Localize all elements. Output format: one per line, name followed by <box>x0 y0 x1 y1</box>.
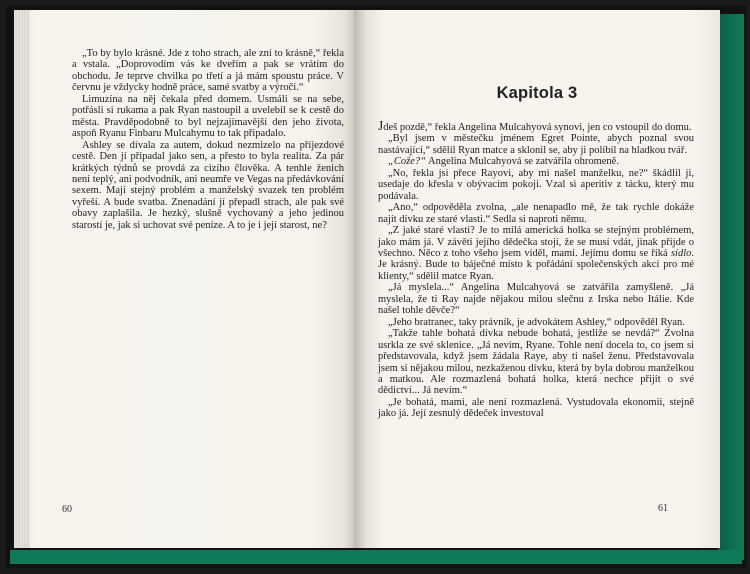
paragraph: „Ano,“ odpověděla zvolna, „ale nenapadlo mě, že tak rychle dokáže najít dívku ze staré vlasti.“ Sedla si naproti němu. <box>378 202 694 225</box>
paragraph: „To by bylo krásné. Jde z toho strach, ale zní to krásně,“ řekla a vstala. „Doprovodím vás ke dveřím a pak se vrátím do obchodu. Je teprve chvilka po třetí a já mám spoustu práce. V červnu je vždycky hodně práce, samé svatby a výročí.“ <box>72 48 344 94</box>
paragraph: „Byl jsem v městečku jménem Egret Pointe, abych poznal svou nastávající,“ sdělil Ryan matce a sklonil se, aby ji políbil na hladkou tvář. <box>378 133 694 156</box>
paragraph <box>378 156 694 167</box>
paragraph-text: . Je krásný. Bude to báječné místo k pořádání společenských akcí pro mé klienty,“ sdělil matce Ryan. <box>378 247 694 282</box>
paragraph: „Jeho bratranec, taky právník, je advokátem Ashley,“ odpověděl Ryan. <box>388 316 685 328</box>
left-page-text <box>72 48 344 231</box>
page-number-right: 61 <box>658 503 668 514</box>
page-edges <box>14 10 30 548</box>
paragraph: Limuzína na něj čekala před domem. Usmáli se na sebe, potřásli si rukama a pak Ryan nastoupil a uvelebil se k cestě do města. Pravděpodobně to byl nejzajímavější den jeho života, aspoň Ryanu Finbaru Mulcahymu to tak připadalo. <box>72 93 344 140</box>
book-cover-edge <box>718 14 744 560</box>
paragraph <box>378 120 694 133</box>
paragraph: „Je bohatá, mami, ale není rozmazlená. Vystudovala ekonomii, stejně jako já. Její zesnulý dědeček investoval <box>378 396 694 420</box>
italic-text: „Cože?“ <box>388 156 426 168</box>
paragraph: „Takže tahle bohatá dívka nebude bohatá, jestliže se nevdá?“ Zvolna usrkla ze své sklenice. „Já nevím, Ryane. Tohle není docela to, co jsem si představovala, když jsem žádala Raye, aby ti našel ženu. Představovala jsem si nějakou milou, nezkaženou dívku, která by byla dobrou manželkou a matkou. Ale rozmazlená bohatá holka, která nechce přijít o své dědictví... Já nevím.“ <box>378 328 694 397</box>
chapter-title: Kapitola 3 <box>496 84 578 102</box>
paragraph <box>378 225 694 282</box>
paragraph: Ashley se dívala za autem, dokud nezmizelo na příjezdové cestě. Den jí připadal jako sen, a přesto to byla realita. Za pár krátkých týdnů se provdá za cizího člověka. A tenhle ženich není teplý, ani podvodník, ani neumře ve Vegas na předávkování sexem. Mají stejný problém a manželský svazek ten problém vyřeší. A bude svatba. Znenadání jí přepadl strach, ale pak své obavy zaplašila. Je hezký, slušně vychovaný a jeho jedinou starostí je, jak si uchovat své peníze. A to je i její starost, ne? <box>72 139 344 231</box>
right-page-text <box>378 120 694 420</box>
right-page <box>354 10 720 548</box>
paragraph-text: „Z jaké staré vlasti? Je to milá americká holka se stejným problémem, jako mám já. V závěti jejího dědečka stojí, že se musí vdát, jinak přijde o všechno. Něco z toho všeho jsem viděl, mami. Jejímu domu se říká <box>378 225 694 259</box>
italic-text: sídlo <box>670 247 692 259</box>
drop-cap: J <box>378 118 384 133</box>
book <box>6 6 746 568</box>
paragraph-text: Angelina Mulcahyová se zatvářila ohromeně. <box>425 156 619 168</box>
paragraph: „No, řekla jsi přece Rayovi, aby mi našel manželku, ne?“ škádlil ji, usedaje do křesla v obývacím pokoji. Vzal si aperitiv z tácku, který mu podávala. <box>378 167 694 202</box>
book-cover-bottom <box>10 550 742 564</box>
paragraph-text: deš pozdě,“ řekla Angelina Mulcahyová synovi, jen co vstoupil do domu. <box>383 122 692 133</box>
left-page <box>14 10 354 548</box>
paragraph: „Já myslela...“ Angelina Mulcahyová se zatvářila zamyšleně. „Já myslela, že ti Ray najde nějakou milou slečnu z Irska nebo Itálie. Kde našel tohle děvče?“ <box>378 282 694 317</box>
page-number-left: 60 <box>62 504 72 515</box>
